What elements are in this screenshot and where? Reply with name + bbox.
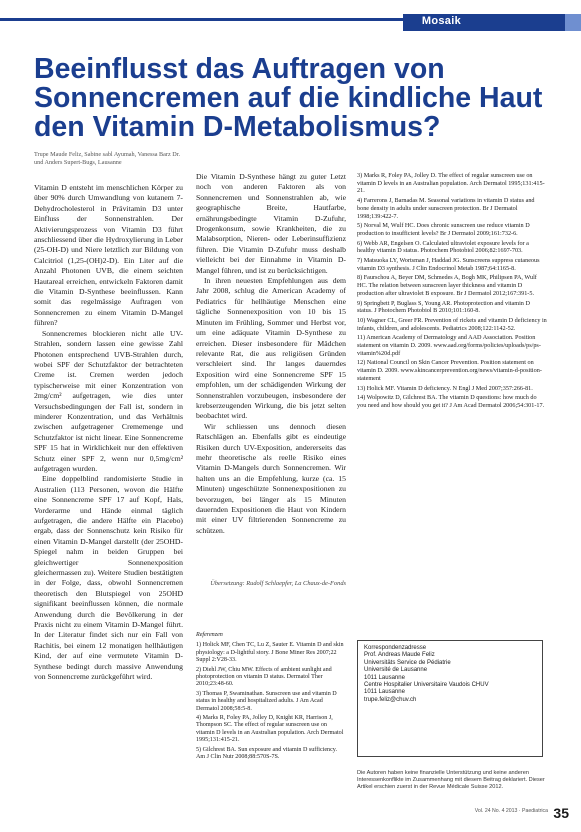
references-right: [357, 172, 547, 412]
reference-item: 13) Holick MF. Vitamin D deficiency. N Engl J Med 2007;357:266-81.: [357, 384, 533, 392]
reference-item: 4) Marks R, Foley PA, Jolley D, Knight KR, Harrison J, Thompson SC. The effect of regular sunscreen use on vitamin D levels in an Australian population. Arch Dermatol 1995;131:415-21.: [196, 715, 344, 744]
reference-item: 1) Holick MF, Chen TC, Lu Z, Sauter E. Vitamin D and skin physiology: a D-lightful story. J Bone Miner Res 2007;22 Suppl 2:V28-33.: [196, 642, 344, 664]
reference-item: 8) Faurschou A, Beyer DM, Schmedes A, Bogh MK, Philipsen PA, Wulf HC. The relation between sunscreen layer thickness and vitamin D production after ultraviolet B exposure. Br J Dermatol 2012;167:391-5.: [357, 274, 537, 297]
paragraph: Eine doppelblind randomisierte Studie in Australien (113 Personen, wovon die Hälfte eine Sonnencreme SPF 17 auf Kopf, Hals, Vorderarme und Hände einmal täglich aufgetragen, die andere Hälfte ein Placebo) ergab, dass der Sonnenschutz kein Risiko für einen Vitamin D-Mangel darstellt (der 25OHD-Spiegel nahm in beiden Gruppen bei gleichwertiger Sonnenexposition gleichermassen zu). Weitere Studien bestätigten in der Folge, dass, obwohl Sonnencremen theoretisch den Blutspiegel von 25OHD signifikant beeinflussen können, die normale Anwendung durch die Bevölkerung in der Praxis nicht zu einem Vitamin D-Mangel führt. In der Literatur findet sich nur ein Fall von Rachitis, bei einem 12 monatigen hellhäutigen Kind, der auf eine vermutete Vitamin D-Synthese bedingt durch massive Anwendung von Sonnencreme zurückgeführt wird.: [34, 474, 183, 682]
reference-item: 11) American Academy of Dermatology and AAD Association. Position statement on vitamin D. 2009. www.aad.org/forms/policies/uploads/ps/ps-vitamin%20d.pdf: [357, 334, 541, 357]
box-line: 1011 Lausanne: [364, 674, 405, 681]
section-tab: [403, 14, 581, 31]
box-line: Universitäts Service de Pédiatrie: [364, 659, 451, 666]
paragraph: Die Vitamin D-Synthese hängt zu guter Letzt noch von anderen Faktoren als von Sonnencremen und Sonnenstrahlen ab, wie geographische Breite, Hautfarbe, ernährungsbedingte Vitamin D-Zufuhr, Drogenkonsum, sowie Krankheiten, die zu Malabsorption, Nieren- oder Leberinsuffizienz führen. Die Vitamin D-Zufuhr muss deshalb vielleicht bei der Einnahme in Vitamin D-Mangel führen, und ist zu berücksichtigen.: [196, 172, 346, 275]
reference-item: 7) Matsuoka LY, Wortsman J, Haddad JG. Sunscreens suppress cutaneous vitamin D3 synthesis. J Clin Endocrinol Metab 1987;64:1165-8.: [357, 257, 540, 272]
section-label: Mosaik: [421, 15, 461, 27]
reference-item: 5) Norval M, Wulf HC. Does chronic sunscreen use reduce vitamin D production to insufficient levels? Br J Dermatol 2009;161:732-6.: [357, 222, 530, 237]
reference-item: 14) Wolpowitz D, Gilchrest BA. The vitamin D questions: how much do you need and how should you get it? J Am Acad Dermatol 2006;54:301-17.: [357, 394, 545, 409]
box-line: Korrespondenzadresse: [364, 645, 427, 651]
reference-item: 3) Marks R, Foley PA, Jolley D. The effect of regular sunscreen use on vitamin D levels in an Australian population. Arch Dermatol 1995;131:415-21.: [357, 172, 545, 195]
paragraph: Wir schliessen uns dennoch diesen Ratschlägen an. Ebenfalls gibt es eindeutige Risiken durch UV-Exposition, andererseits das mehr theoretische als reelle Risiko eines Vitamin D-Mangels durch Sonnencremen. Wir halten uns an die Empfehlung, kurze (ca. 15 Minuten) ungeschützte Sonnenexpositionen zu bevorzugen, bei länger als 15 Minuten dauernden Expositionen die Haut von Kindern mit einer UV filtrierenden Sonnencreme zu schützen.: [196, 421, 346, 535]
references-left: [196, 632, 346, 764]
disclosure-note: Die Autoren haben keine finanzielle Unterstützung und keine anderen Interessenkonflikte im Zusammenhang mit diesem Beitrag deklariert. Dieser Artikel erschien zuerst in der Revue Médicale Suisse 2012.: [357, 770, 545, 790]
author-line: Trupe Maude Feliz, Sabine sabl Ayumah, Vanessa Barz Dr. und Anders Supert-Bugs, Lausanne: [34, 151, 181, 166]
paragraph: Sonnencremes blockieren nicht alle UV-Strahlen, sondern lassen eine gewisse Zahl Photonen entsprechend UVB-Strahlen durch, wobei SPF der Schutzfaktor der betrachteten Creme ist. Cremen werden jedoch typischerweise mit einer Konzentration von 2mg/cm² aufgetragen, wie dies unter Versuchsbedingungen der Fall ist, sondern in minderer Konzentration, und das Verhältnis zwischen aufgetragener Crememenge und Schutzfaktor ist nicht linear. Eine Sonnencreme SPF 15 hat in Wirklichkeit nur den effektiven Schutz einer SPF 2, wenn nur 0,5mg/cm² aufgetragen wurden.: [34, 328, 183, 473]
box-line: Université de Lausanne: [364, 667, 428, 674]
reference-item: 4) Farrerons J, Barnadas M. Seasonal variations in vitamin D status and bone density in adults under sunscreen protection. Br J Dermatol 1998;139:422-7.: [357, 197, 535, 220]
translation-credit: Übersetzung: Rudolf Schlaepfer, La Chaux-de-Fonds: [210, 580, 346, 587]
reference-item: 12) National Council on Skin Cancer Prevention. Position statement on vitamin D. 2009. www.skincancerprevention.org/news/vitamin-d-position-statement: [357, 359, 542, 382]
reference-item: 6) Webb AR, Engelsen O. Calculated ultraviolet exposure levels for a healthy vitamin D status. Photochem Photobiol 2006;82:1697-703.: [357, 239, 529, 255]
reference-item: 2) Diehl JW, Chiu MW. Effects of ambient sunlight and photoprotection on vitamin D status. Dermatol Ther 2010;23:48-60.: [196, 666, 332, 688]
box-line: Centre Hospitalier Universitaire Vaudois CHUV: [364, 682, 489, 689]
reference-item: 10) Wagner CL, Greer FR. Prevention of rickets and vitamin D deficiency in infants, children, and adolescents. Pediatrics 2008;122:1142-52.: [357, 316, 547, 332]
body-column-1: [34, 183, 183, 683]
article-title: Beeinflusst das Auftragen von Sonnencremen auf die kindliche Haut den Vitamin D-Metabolismus?: [34, 53, 543, 143]
body-column-2: [196, 172, 346, 536]
correspondence-box: [357, 640, 543, 757]
reference-item: 3) Thomas P, Swaminathan. Sunscreen use and vitamin D status in healthy and hospitalized adults. J Am Acad Dermatol 2008;58:5-8.: [196, 690, 337, 712]
section-tab-square: [565, 14, 581, 31]
box-line: 1011 Lausanne: [364, 689, 405, 696]
references-heading: Referenzen: [196, 632, 223, 638]
paragraph: In ihren neuesten Empfehlungen aus dem Jahr 2008, schlug die American Academy of Pediatrics für hellhäutige Menschen eine tägliche Sonnenexposition von 10 bis 15 Minuten im Frühling, Sommer und Herbst vor, um eine adäquate Vitamin D-Synthese zu erreichen. Dieser insbesondere für Mädchen relevante Rat, die aus religiösen Gründen verschleiert sind. Ihr langes dauerndes Exposition wird eine Sonnencreme SPF 15 empfohlen, um der schädigenden Wirkung der Sonnenstrahlen vorzubeugen, insbesondere der krebserzeugenden Wirkung, die bis jetzt selten beobachtet wird.: [196, 276, 346, 421]
reference-item: 9) Springbett P, Buglass S, Young AR. Photoprotection and vitamin D status. J Photochem Photobiol B 2010;101:160-8.: [357, 299, 530, 315]
box-line: trupe.feliz@chuv.ch: [364, 696, 417, 703]
journal-folio: Vol. 24 No. 4 2013 · Paediatrica: [474, 808, 548, 814]
paragraph: Vitamin D entsteht im menschlichen Körper zu über 90% durch Umwandlung von kutanem 7-Dehydrocholesterol in Prävitamin D3 unter Einfluss der Sonnenstrahlen. Der Aktivierungsprozess von Vitamin D3 führt anschliessend über die Hydroxylierung in Leber (25-OH-D) und Niere letztlich zur Bildung von Calcitriol (1,25-(OH)2-D). Ein Liter auf die Anzahl Photonen UVB, die einem seichten Hautareal erreichen, entwickeln Faktoren damit die Vitamin D-Synthese beeinflussen. Kann somit das regelmässige Auftragen von Sonnencremen zu einem Vitamin D-Mangel führen?: [34, 183, 183, 328]
box-line: Prof. Andreas Maude Feliz: [364, 652, 435, 659]
reference-item: 5) Gilchrest BA. Sun exposure and vitamin D sufficiency. Am J Clin Nutr 2008;88:570S-7S.: [196, 746, 337, 761]
page-number: 35: [553, 805, 569, 821]
